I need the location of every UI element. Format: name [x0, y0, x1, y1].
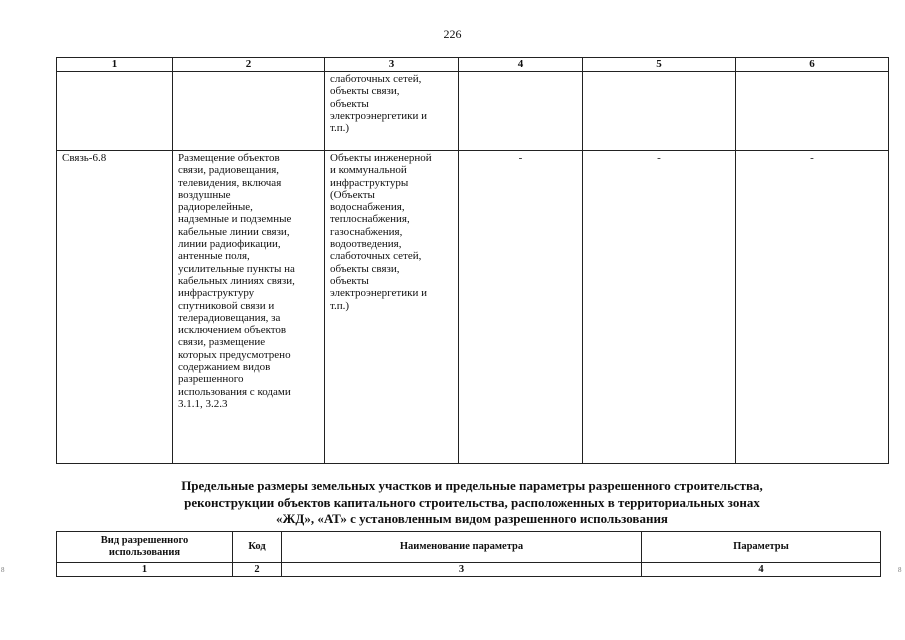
text-line: реконструкции объектов капитального строительства, расположенных в территориальных зонах — [184, 494, 760, 510]
text-line: и коммунальной — [330, 164, 407, 177]
text-line: слаботочных сетей, — [330, 250, 422, 263]
permitted-objects-cell — [325, 72, 459, 151]
use-type-cell — [57, 151, 173, 464]
land-use-table — [56, 57, 889, 464]
text-line: использования — [108, 547, 181, 558]
text-line: Параметры — [733, 541, 789, 552]
text-line: электроэнергетики и — [330, 109, 427, 122]
text-line: т.п.) — [330, 299, 350, 312]
column-number: 3 — [282, 563, 642, 577]
text-line: которых предусмотрено — [178, 348, 291, 361]
text-line: радиорелейные, — [178, 201, 253, 214]
param-cell-6 — [736, 72, 889, 151]
param-cell-4 — [459, 72, 583, 151]
param-cell-6: - — [736, 151, 889, 464]
text-line: антенные поля, — [178, 250, 250, 263]
text-line: инфраструктуру — [178, 287, 255, 300]
section-title — [56, 478, 888, 528]
column-number: 1 — [57, 563, 233, 577]
text-line: водоотведения, — [330, 238, 402, 251]
column-number: 2 — [233, 563, 282, 577]
header-cell-4: 4 — [459, 58, 583, 72]
header-row — [57, 532, 881, 563]
column-number-row — [57, 563, 881, 577]
use-description-cell — [173, 72, 325, 151]
text-line: кабельные линии связи, — [178, 225, 290, 238]
header-use-type — [57, 532, 233, 563]
text-line: Объекты инженерной — [330, 152, 432, 164]
text-line: связи, размещение — [178, 336, 266, 349]
text-line: Код — [248, 541, 266, 552]
text-line: исключением объектов — [178, 324, 287, 337]
text-line: содержанием видов — [178, 361, 271, 374]
header-code — [233, 532, 282, 563]
text-line: Вид разрешенного — [100, 535, 189, 546]
parameters-table — [56, 531, 881, 577]
use-type-cell — [57, 72, 173, 151]
text-line: теплоснабжения, — [330, 213, 410, 226]
text-line: использования с кодами — [178, 385, 291, 398]
param-cell-5 — [583, 72, 736, 151]
column-number: 4 — [642, 563, 881, 577]
text-line: т.п.) — [330, 122, 350, 135]
text-line: Наименование параметра — [399, 541, 524, 552]
text-line: воздушные — [178, 188, 231, 201]
text-line: инфраструктуры — [330, 176, 409, 189]
text-line: объекты связи, — [330, 85, 400, 98]
header-cell-2: 2 — [173, 58, 325, 72]
text-line: (Объекты — [330, 188, 375, 201]
text-line: связи, радиовещания, — [178, 164, 280, 177]
text-line: спутниковой связи и — [178, 299, 275, 312]
text-line: объекты — [330, 97, 369, 110]
header-cell-1: 1 — [57, 58, 173, 72]
text-line: кабельных линиях связи, — [178, 274, 295, 287]
text-line: газоснабжения, — [330, 225, 403, 238]
text-line: телерадиовещания, за — [178, 311, 281, 324]
param-cell-5: - — [583, 151, 736, 464]
left-margin-mark: 8 — [1, 566, 5, 574]
header-row — [57, 58, 889, 72]
text-line: слаботочных сетей, — [330, 73, 422, 85]
use-description-cell — [173, 151, 325, 464]
text-line: электроэнергетики и — [330, 287, 427, 300]
text-line: линии радиофикации, — [178, 238, 281, 251]
text-line: Размещение объектов — [178, 152, 280, 164]
header-parameters — [642, 532, 881, 563]
param-cell-4: - — [459, 151, 583, 464]
text-line: телевидения, включая — [178, 176, 282, 189]
permitted-objects-cell — [325, 151, 459, 464]
text-line: 3.1.1, 3.2.3 — [178, 397, 228, 410]
text-line: объекты — [330, 274, 369, 287]
header-cell-5: 5 — [583, 58, 736, 72]
page-number: 226 — [443, 27, 462, 41]
table-row — [57, 72, 889, 151]
header-cell-6: 6 — [736, 58, 889, 72]
text-line: разрешенного — [178, 373, 244, 386]
table-row — [57, 151, 889, 464]
text-line: «ЖД», «АТ» с установленным видом разрешенного использования — [276, 511, 668, 526]
text-line: водоснабжения, — [330, 201, 405, 214]
text-line: Предельные размеры земельных участков и предельные параметры разрешенного строительства, — [181, 478, 763, 493]
text-line: Связь-6.8 — [62, 152, 107, 164]
right-margin-mark: 8 — [898, 566, 902, 574]
text-line: объекты связи, — [330, 262, 400, 275]
text-line: надземные и подземные — [178, 213, 292, 226]
header-parameter-name — [282, 532, 642, 563]
header-cell-3: 3 — [325, 58, 459, 72]
text-line: усилительные пункты на — [178, 262, 295, 275]
